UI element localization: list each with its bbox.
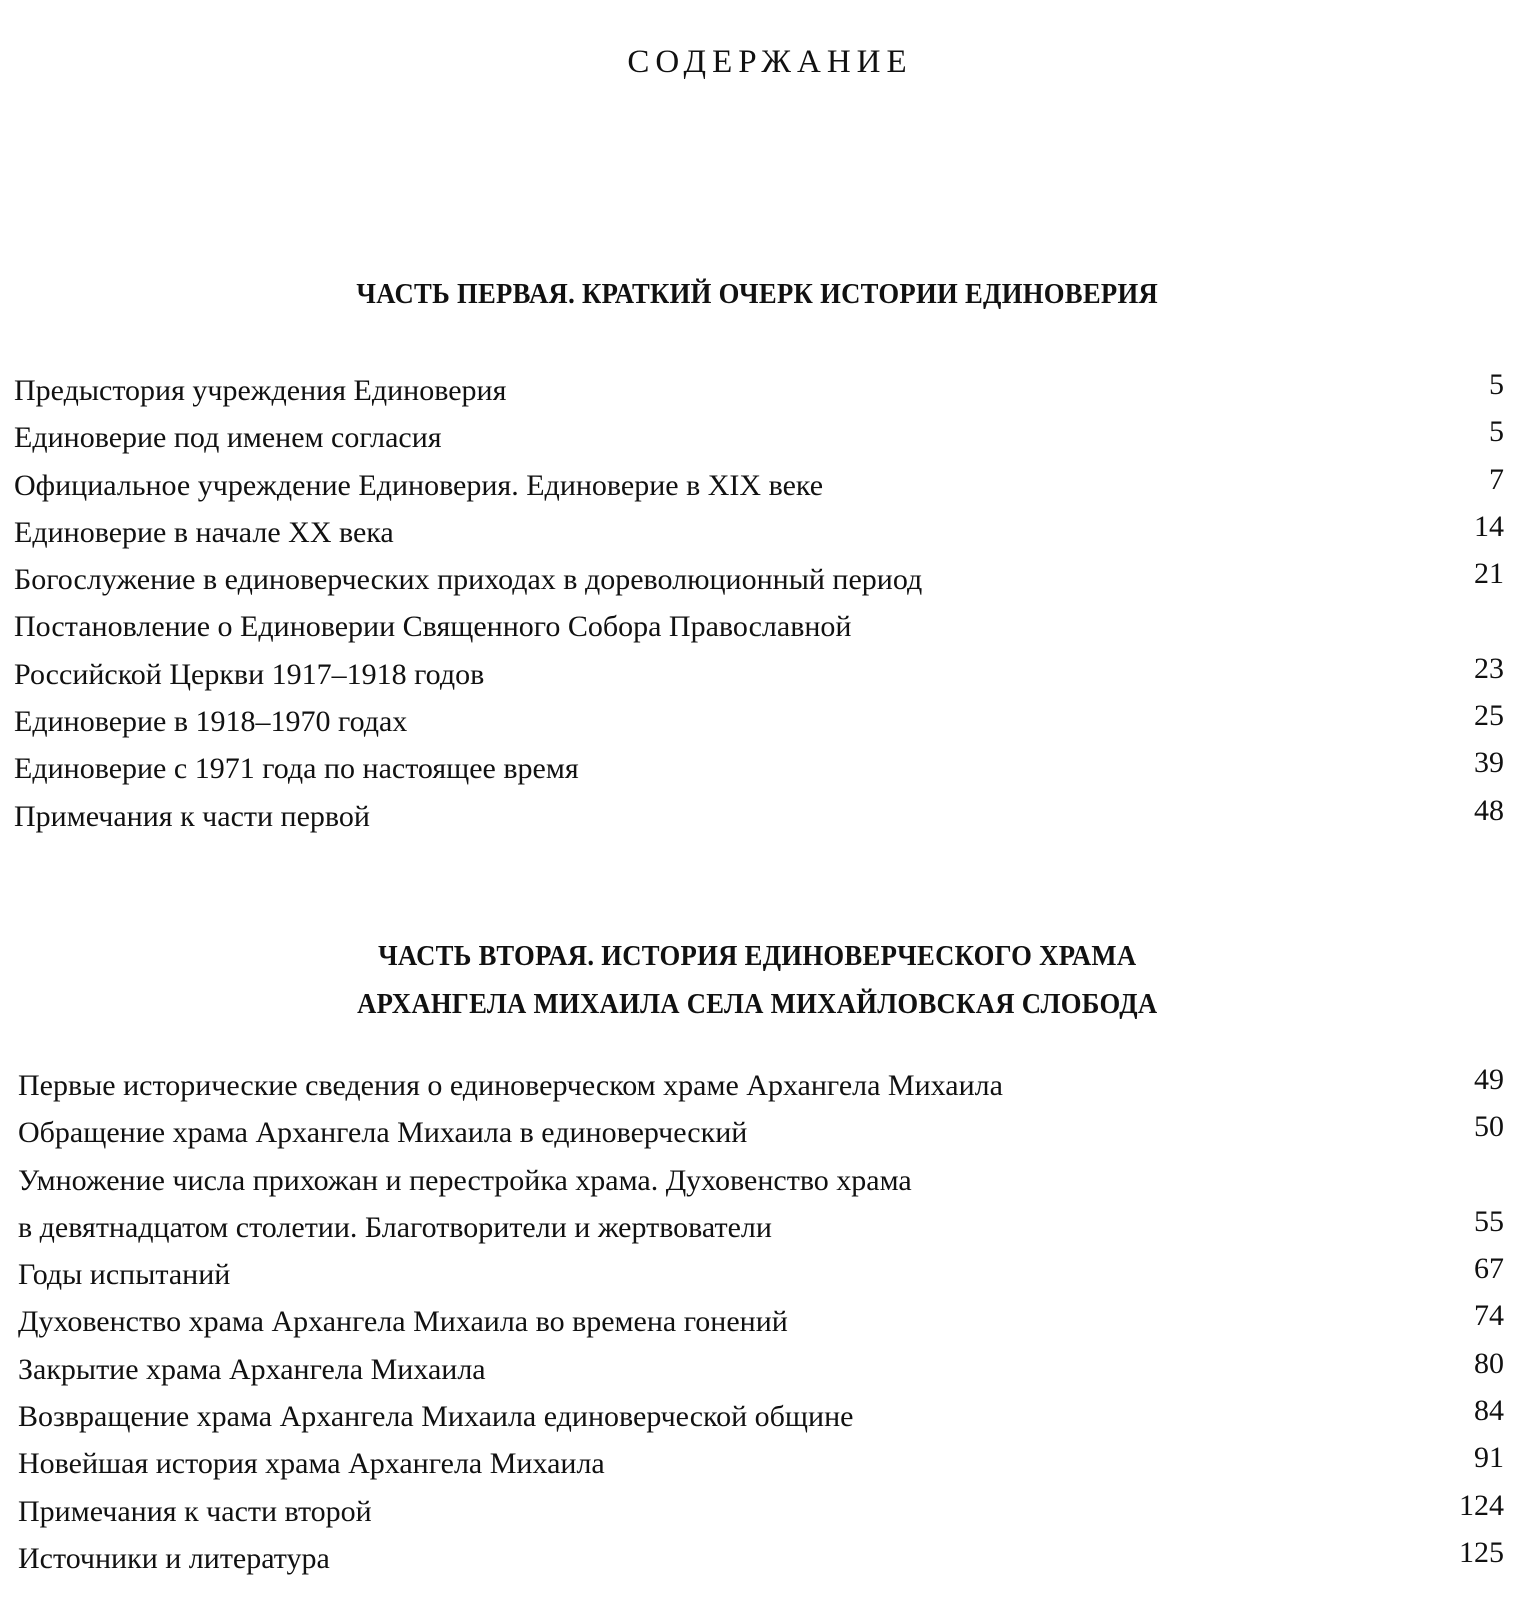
toc-entry [18, 1441, 1504, 1491]
toc-entry-page: 124 [1459, 1488, 1504, 1522]
toc-entry-page: 55 [1474, 1204, 1504, 1238]
toc-entry-title: Единоверие с 1971 года по настоящее время [14, 752, 579, 786]
toc-entry-page: 125 [1459, 1535, 1504, 1569]
toc-entry [18, 1161, 1504, 1208]
toc-entry [18, 1394, 1504, 1444]
toc-entry [14, 746, 1504, 796]
toc-entry-title: Единоверие в 1918–1970 годах [14, 705, 408, 739]
toc-entry-page: 5 [1489, 368, 1504, 401]
toc-entry [14, 509, 1504, 560]
toc-entry-page: 48 [1474, 793, 1504, 827]
toc-part-one [14, 368, 1504, 844]
toc-entry-page: 5 [1489, 415, 1504, 449]
toc-entry-page: 50 [1474, 1110, 1504, 1144]
toc-entry-title: Новейшая история храма Архангела Михаила [18, 1447, 605, 1481]
part-two-heading-line1: ЧАСТЬ ВТОРАЯ. ИСТОРИЯ ЕДИНОВЕРЧЕСКОГО ХРАМА [378, 940, 1137, 972]
toc-entry [14, 557, 1504, 607]
toc-entry-title: в девятнадцатом столетии. Благотворители и жертвователи [18, 1210, 772, 1244]
toc-entry-title: Примечания к части первой [14, 799, 370, 833]
toc-entry-title: Предыстория учреждения Единоверия [14, 374, 507, 407]
toc-part-two [18, 1063, 1504, 1586]
toc-entry-title: Духовенство храма Архангела Михаила во времена гонений [18, 1305, 788, 1339]
toc-entry-page: 84 [1474, 1394, 1504, 1428]
toc-entry [14, 462, 1504, 513]
toc-entry-title: Российской Церкви 1917–1918 годов [14, 657, 485, 691]
toc-entry [18, 1063, 1504, 1113]
toc-entry-page: 67 [1474, 1252, 1504, 1286]
toc-entry-title: Первые исторические сведения о единоверческом храме Архангела Михаила [18, 1069, 1003, 1102]
toc-entry-page: 49 [1474, 1063, 1504, 1096]
toc-entry [14, 607, 1504, 654]
part-two-heading-line2: АРХАНГЕЛА МИХАИЛА СЕЛА МИХАЙЛОВСКАЯ СЛОБОДА [357, 988, 1158, 1020]
toc-entry [14, 699, 1504, 749]
toc-entry [14, 793, 1504, 844]
toc-entry-title: Единоверие в начале XX века [14, 515, 394, 549]
toc-entry-page: 23 [1474, 651, 1504, 685]
toc-entry [14, 415, 1504, 465]
toc-entry [18, 1252, 1504, 1302]
toc-entry-title: Богослужение в единоверческих приходах в дореволюционный период [14, 563, 923, 597]
toc-entry [18, 1204, 1504, 1255]
toc-entry [18, 1535, 1504, 1586]
toc-entry-title: Официальное учреждение Единоверия. Единоверие в XIX веке [14, 468, 824, 502]
toc-entry-page: 25 [1474, 699, 1504, 733]
toc-entry-page: 74 [1474, 1299, 1504, 1333]
toc-entry [18, 1299, 1504, 1349]
toc-entry-page: 80 [1474, 1346, 1504, 1380]
toc-entry [14, 368, 1504, 418]
toc-entry-title: Возвращение храма Архангела Михаила единоверческой общине [18, 1400, 854, 1434]
part-two-heading [61, 932, 1454, 1028]
toc-entry [18, 1488, 1504, 1539]
toc-entry-title: Умножение числа прихожан и перестройка храма. Духовенство храма [18, 1163, 912, 1197]
toc-entry [18, 1110, 1504, 1160]
toc-entry-title: Обращение храма Архангела Михаила в единоверческий [18, 1116, 748, 1150]
page-title: СОДЕРЖАНИЕ [627, 44, 913, 80]
toc-entry-title: Единоверие под именем согласия [14, 421, 442, 455]
toc-entry-title: Источники и литература [18, 1541, 330, 1575]
toc-entry-title: Закрытие храма Архангела Михаила [18, 1352, 486, 1386]
toc-entry [18, 1346, 1504, 1397]
toc-entry-page: 21 [1474, 557, 1504, 591]
toc-entry-page: 7 [1489, 462, 1504, 496]
toc-entry-page: 91 [1474, 1441, 1504, 1475]
toc-entry-title: Постановление о Единоверии Священного Собора Православной [14, 610, 852, 644]
toc-entry-page: 39 [1474, 746, 1504, 780]
toc-entry [14, 651, 1504, 702]
toc-entry-title: Примечания к части второй [18, 1494, 372, 1528]
part-one-heading: ЧАСТЬ ПЕРВАЯ. КРАТКИЙ ОЧЕРК ИСТОРИИ ЕДИНОВЕРИЯ [356, 278, 1159, 310]
toc-entry-page: 14 [1474, 509, 1504, 543]
toc-entry-title: Годы испытаний [18, 1258, 231, 1292]
